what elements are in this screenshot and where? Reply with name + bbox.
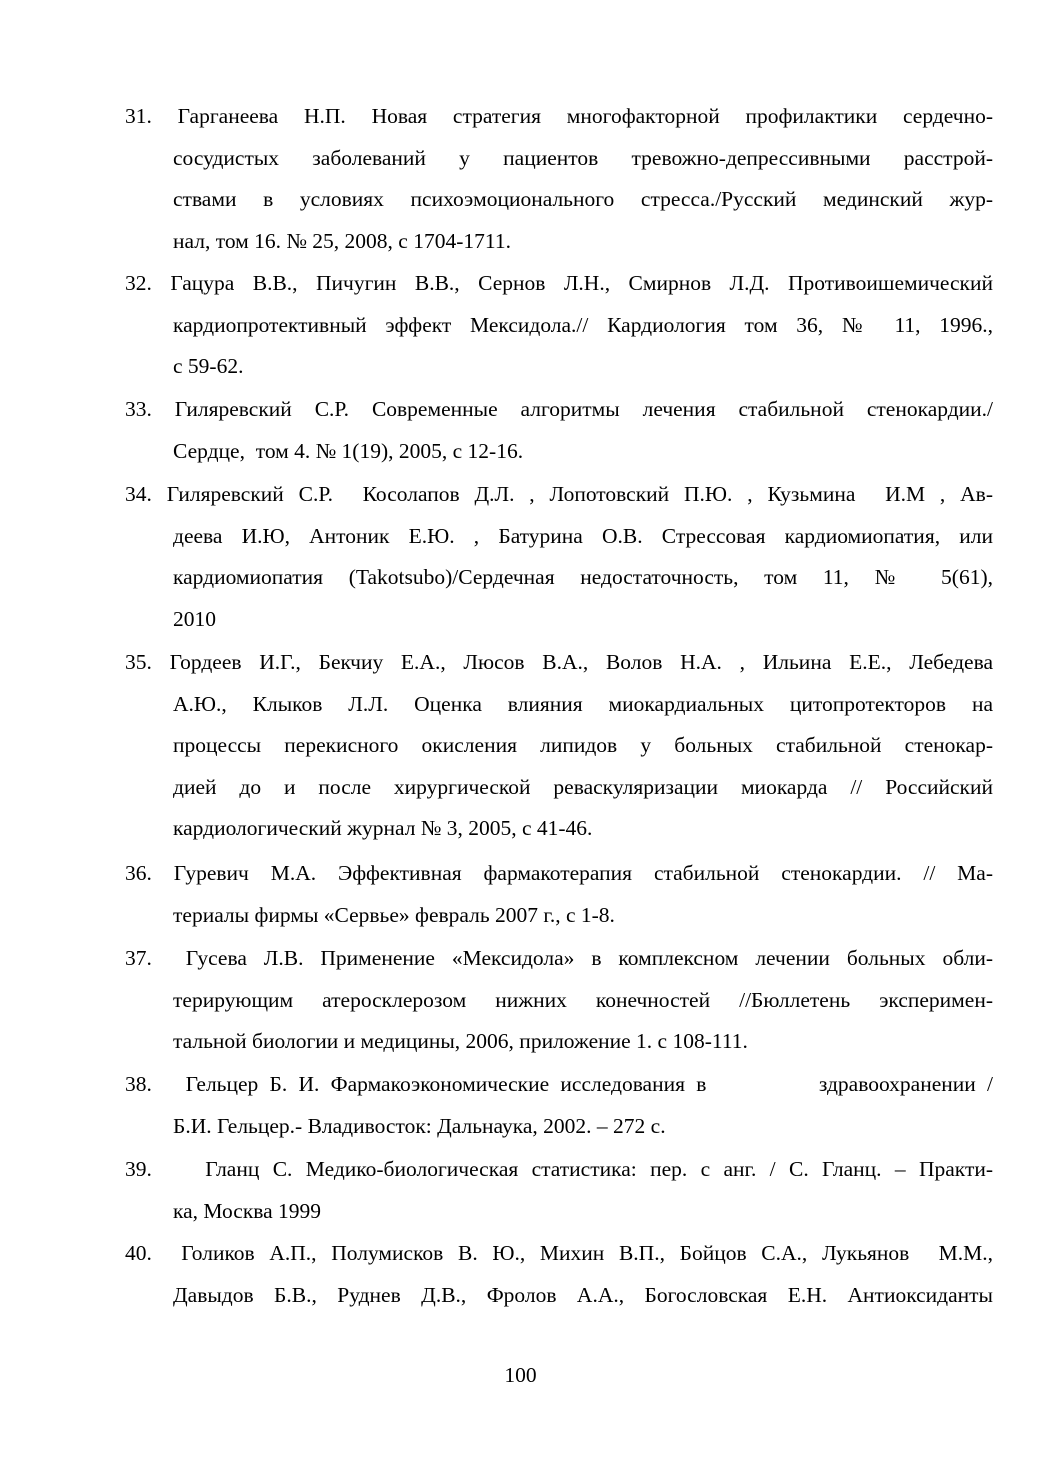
reference-32 [125,263,993,388]
reference-line: 39. Гланц С. Медико-биологическая статистика: пер. с анг. / С. Гланц. – Практи- [125,1157,993,1181]
reference-line: деева И.Ю, Антоник Е.Ю. , Батурина О.В. Стрессовая кардиомиопатия, или [173,523,993,548]
reference-37 [125,938,993,1063]
reference-31 [125,96,993,262]
reference-line: Б.И. Гельцер.- Владивосток: Дальнаука, 2002. – 272 с. [173,1113,666,1138]
reference-line: 35. Гордеев И.Г., Бекчиу Е.А., Люсов В.А., Волов Н.А. , Ильина Е.Е., Лебедева [125,650,993,674]
reference-line: 37. Гусева Л.В. Применение «Мексидола» в комплексном лечении больных обли- [125,946,993,970]
reference-line: с 59-62. [173,354,244,379]
reference-line: Давыдов Б.В., Руднев Д.В., Фролов А.А., Богословская Е.Н. Антиоксиданты [173,1282,993,1307]
reference-line: кардиомиопатия (Takotsubo)/Сердечная недостаточность, том 11, № 5(61), [173,565,993,590]
reference-line: кардиопротективный эффект Мексидола.// Кардиология том 36, № 11, 1996., [173,312,993,337]
reference-line: 38. Гельцер Б. И. Фармакоэкономические исследования в здравоохранении / [125,1072,993,1096]
reference-line: 36. Гуревич М.А. Эффективная фармакотерапия стабильной стенокардии. // Ма- [125,861,993,885]
reference-line: сосудистых заболеваний у пациентов тревожно-депрессивными расстрой- [173,145,993,170]
reference-33 [125,389,993,472]
reference-line: терирующим атеросклерозом нижних конечностей //Бюллетень эксперимен- [173,987,993,1012]
reference-line: дией до и после хирургической реваскуляризации миокарда // Российский [173,774,993,799]
reference-line: тальной биологии и медицины, 2006, приложение 1. с 108-111. [173,1029,748,1054]
reference-39 [125,1149,993,1232]
reference-line: нал, том 16. № 25, 2008, с 1704-1711. [173,228,511,253]
reference-line: процессы перекисного окисления липидов у больных стабильной стенокар- [173,733,993,758]
reference-38 [125,1064,993,1147]
reference-line: 2010 [173,606,216,631]
page-number: 100 [504,1363,537,1387]
reference-line: ка, Москва 1999 [173,1198,322,1223]
reference-line: 34. Гиляревский С.Р. Косолапов Д.Л. , Лопотовский П.Ю. , Кузьмина И.М , Ав- [125,482,993,506]
reference-line: ствами в условиях психоэмоционального стресса./Русский мединский жур- [173,187,993,212]
reference-line: 40. Голиков А.П., Полумисков В. Ю., Михин В.П., Бойцов С.А., Лукьянов М.М., [125,1241,993,1265]
reference-line: 32. Гацура В.В., Пичугин В.В., Сернов Л.Н., Смирнов Л.Д. Противоишемический [125,271,993,295]
reference-line: А.Ю., Клыков Л.Л. Оценка влияния миокардиальных цитопротекторов на [173,691,993,716]
reference-line: кардиологический журнал № 3, 2005, с 41-46. [173,816,593,841]
reference-36 [125,853,993,936]
reference-line: 33. Гиляревский С.Р. Современные алгоритмы лечения стабильной стенокардии./ [125,397,993,421]
reference-35 [125,642,993,850]
reference-line: 31. Гарганеева Н.П. Новая стратегия многофакторной профилактики сердечно- [125,104,993,128]
reference-34 [125,474,993,640]
reference-line: Сердце, том 4. № 1(19), 2005, с 12-16. [173,438,524,463]
reference-40 [125,1233,993,1316]
reference-line: териалы фирмы «Сервье» февраль 2007 г., с 1-8. [173,902,615,927]
